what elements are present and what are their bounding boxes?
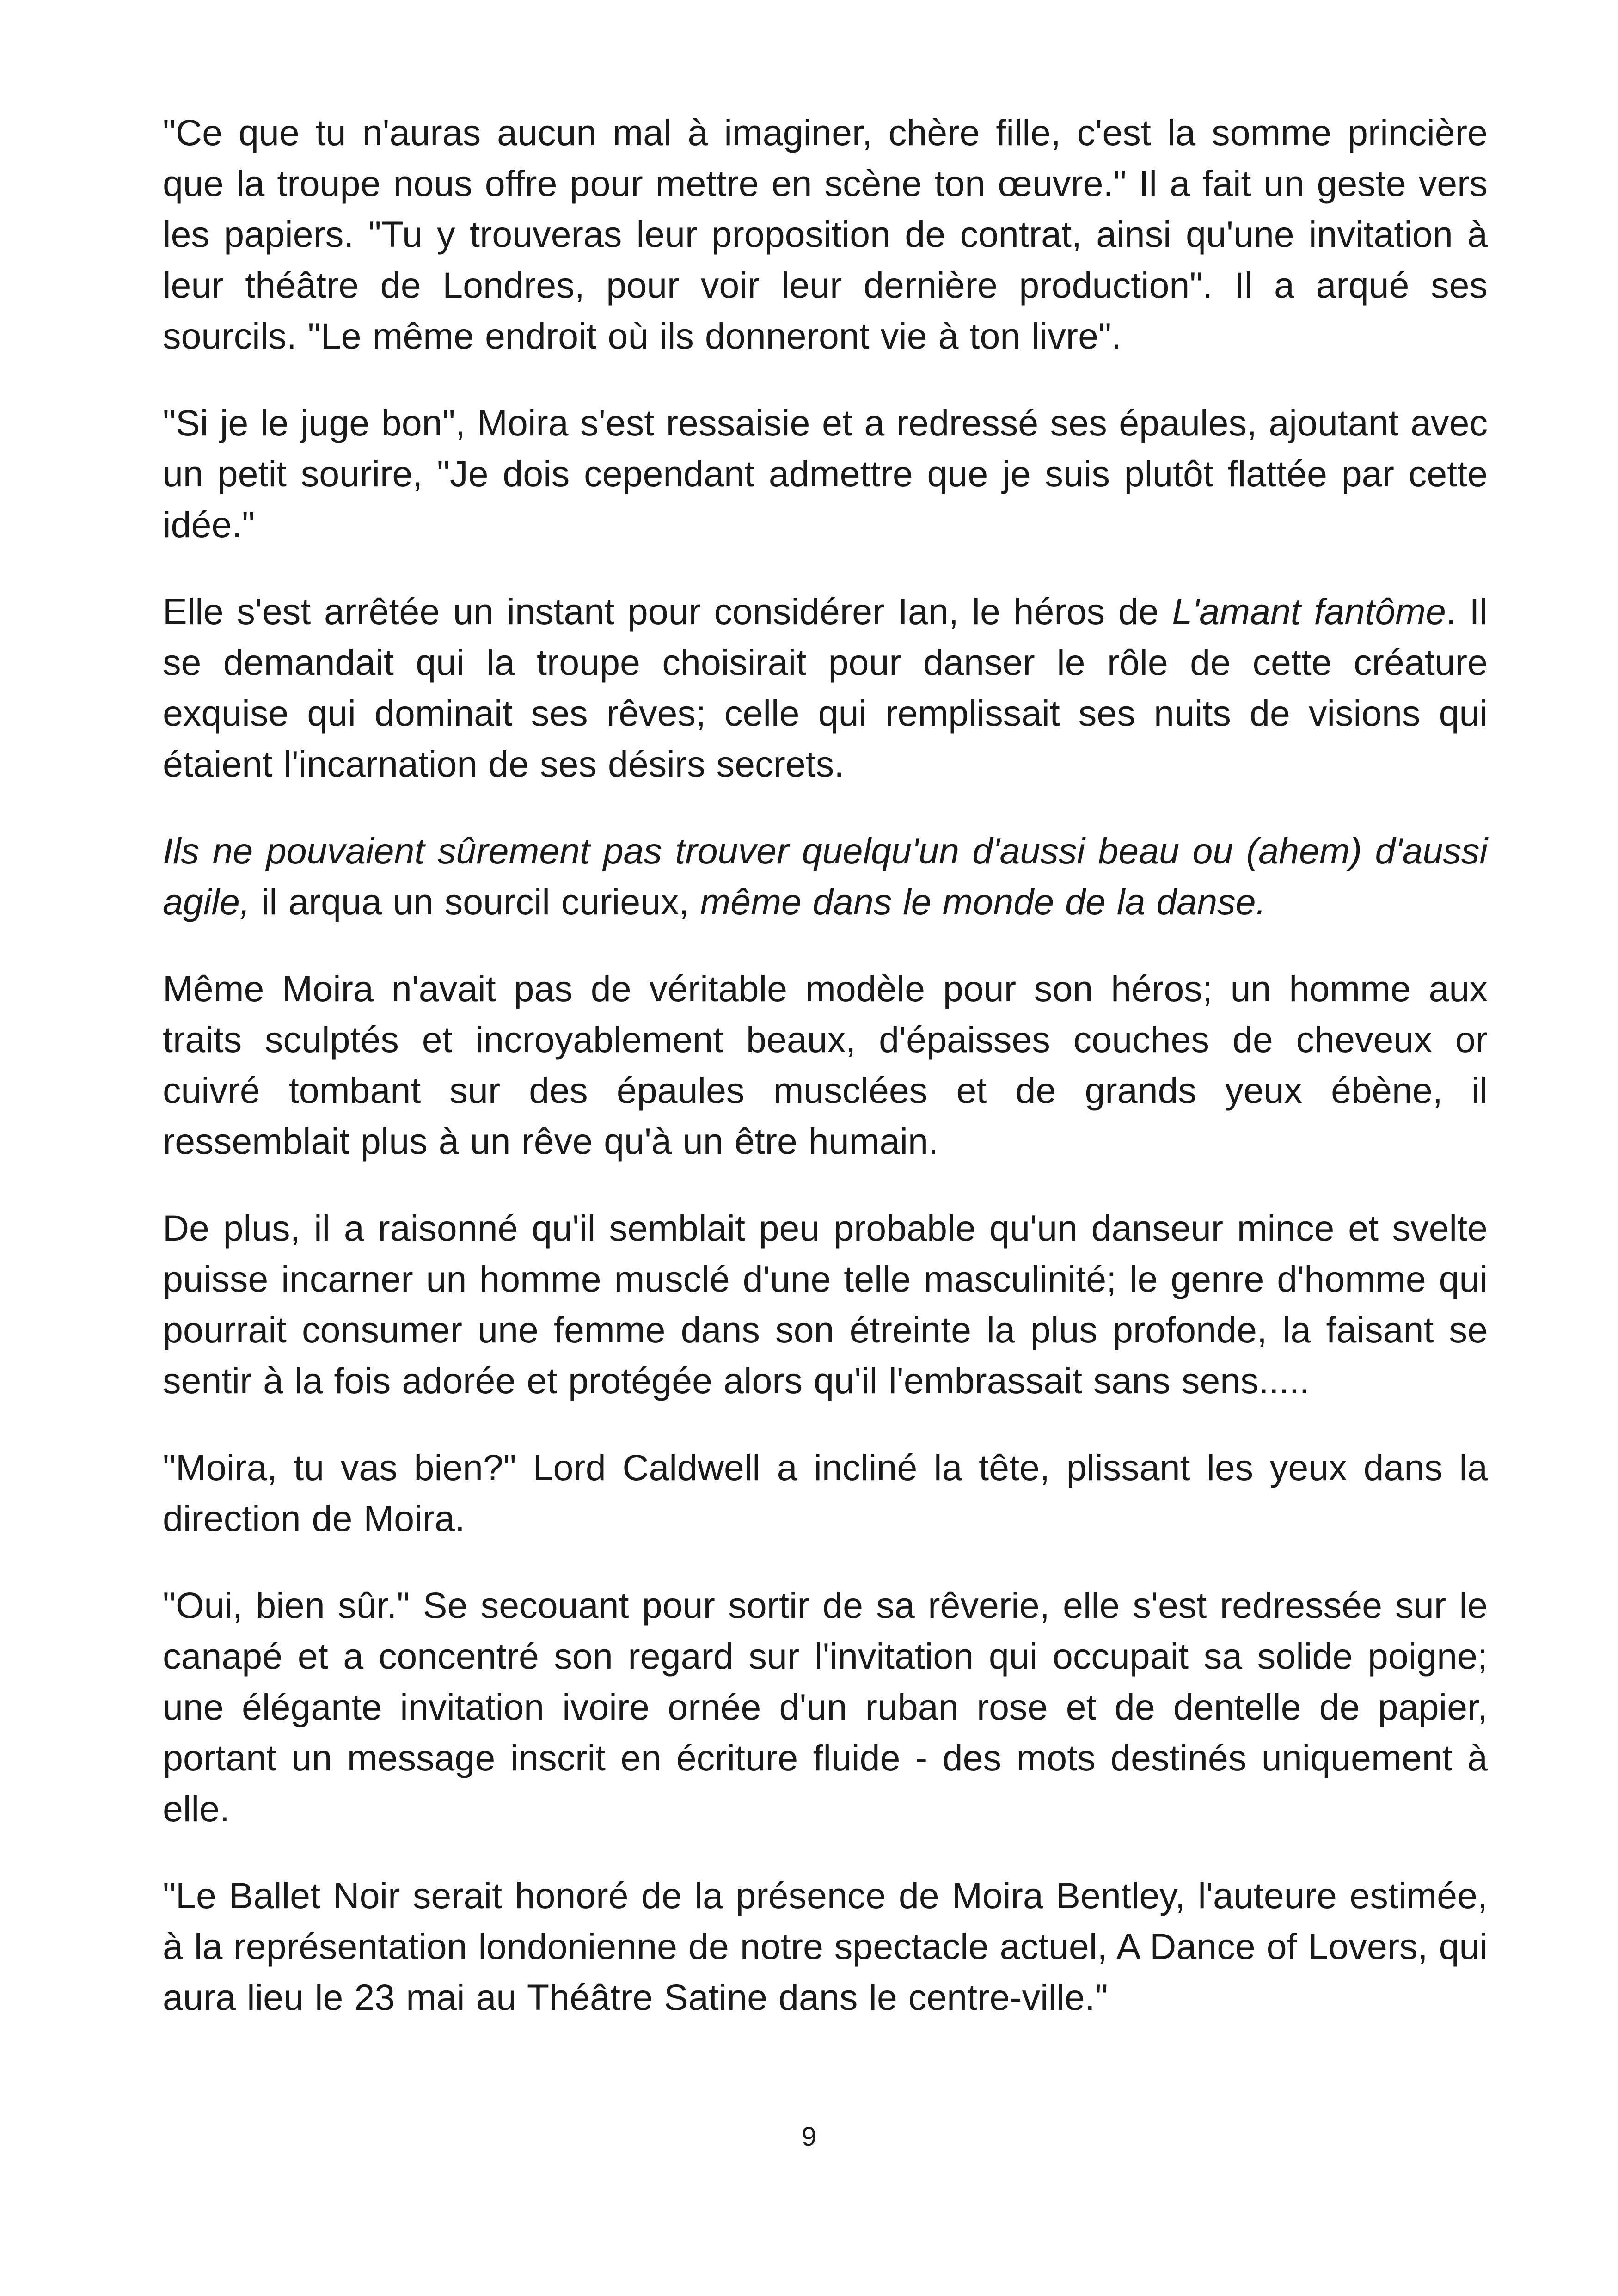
paragraph-9 <box>163 1870 1488 2023</box>
paragraph-5-text: Même Moira n'avait pas de véritable modèle pour son héros; un homme aux traits sculptés et incroyablement beaux, d'épaisses couches de cheveux or cuivré tombant sur des épaules musclées et de grands yeux ébène, il ressemblait plus à un rêve qu'à un être humain. <box>163 968 1488 1162</box>
paragraph-4-text: il arqua un sourcil curieux, <box>250 881 700 922</box>
paragraph-6 <box>163 1203 1488 1406</box>
paragraph-6-text: De plus, il a raisonné qu'il semblait peu probable qu'un danseur mince et svelte puisse incarner un homme musclé d'une telle masculinité; le genre d'homme qui pourrait consumer une femme dans son étreinte la plus profonde, la faisant se sentir à la fois adorée et protégée alors qu'il l'embrassait sans sens..... <box>163 1207 1488 1401</box>
paragraph-7 <box>163 1442 1488 1544</box>
paragraph-2 <box>163 398 1488 550</box>
paragraph-3-text-start: Elle s'est arrêtée un instant pour considérer Ian, le héros de <box>163 591 1172 632</box>
paragraph-8 <box>163 1580 1488 1834</box>
paragraph-4-italic-thought-2: même dans le monde de la danse. <box>700 881 1266 922</box>
paragraph-2-text: "Si je le juge bon", Moira s'est ressaisie et a redressé ses épaules, ajoutant avec un petit sourire, "Je dois cependant admettre que je suis plutôt flattée par cette idée." <box>163 402 1488 545</box>
paragraph-4-italic-thought-1: Ils ne pouvaient sûrement pas trouver quelqu'un d'aussi beau ou (ahem) d'aussi agile, <box>163 830 1488 922</box>
paragraph-7-text: "Moira, tu vas bien?" Lord Caldwell a incliné la tête, plissant les yeux dans la direction de Moira. <box>163 1447 1488 1539</box>
paragraph-1-text: "Ce que tu n'auras aucun mal à imaginer, chère fille, c'est la somme princière que la troupe nous offre pour mettre en scène ton œuvre." Il a fait un geste vers les papiers. "Tu y trouveras leur proposition de contrat, ainsi qu'une invitation à leur théâtre de Londres, pour voir leur dernière production". Il a arqué ses sourcils. "Le même endroit où ils donneront vie à ton livre". <box>163 112 1488 356</box>
paragraph-3-text-end: . Il se demandait qui la troupe choisirait pour danser le rôle de cette créature exquise qui dominait ses rêves; celle qui remplissait ses nuits de visions qui étaient l'incarnation de ses désirs secrets. <box>163 591 1488 784</box>
page-number: 9 <box>801 2122 817 2152</box>
paragraph-1 <box>163 107 1488 361</box>
paragraph-9-text: "Le Ballet Noir serait honoré de la présence de Moira Bentley, l'auteure estimée, à la représentation londonienne de notre spectacle actuel, A Dance of Lovers, qui aura lieu le 23 mai au Théâtre Satine dans le centre-ville." <box>163 1875 1488 2018</box>
paragraph-8-text: "Oui, bien sûr." Se secouant pour sortir de sa rêverie, elle s'est redressée sur le canapé et a concentré son regard sur l'invitation qui occupait sa solide poigne; une élégante invitation ivoire ornée d'un ruban rose et de dentelle de papier, portant un message inscrit en écriture fluide - des mots destinés uniquement à elle. <box>163 1585 1488 1829</box>
book-title-italic: L'amant fantôme <box>1172 591 1446 632</box>
text-body <box>163 107 1488 2023</box>
paragraph-3 <box>163 586 1488 790</box>
paragraph-4 <box>163 826 1488 927</box>
paragraph-5 <box>163 963 1488 1167</box>
